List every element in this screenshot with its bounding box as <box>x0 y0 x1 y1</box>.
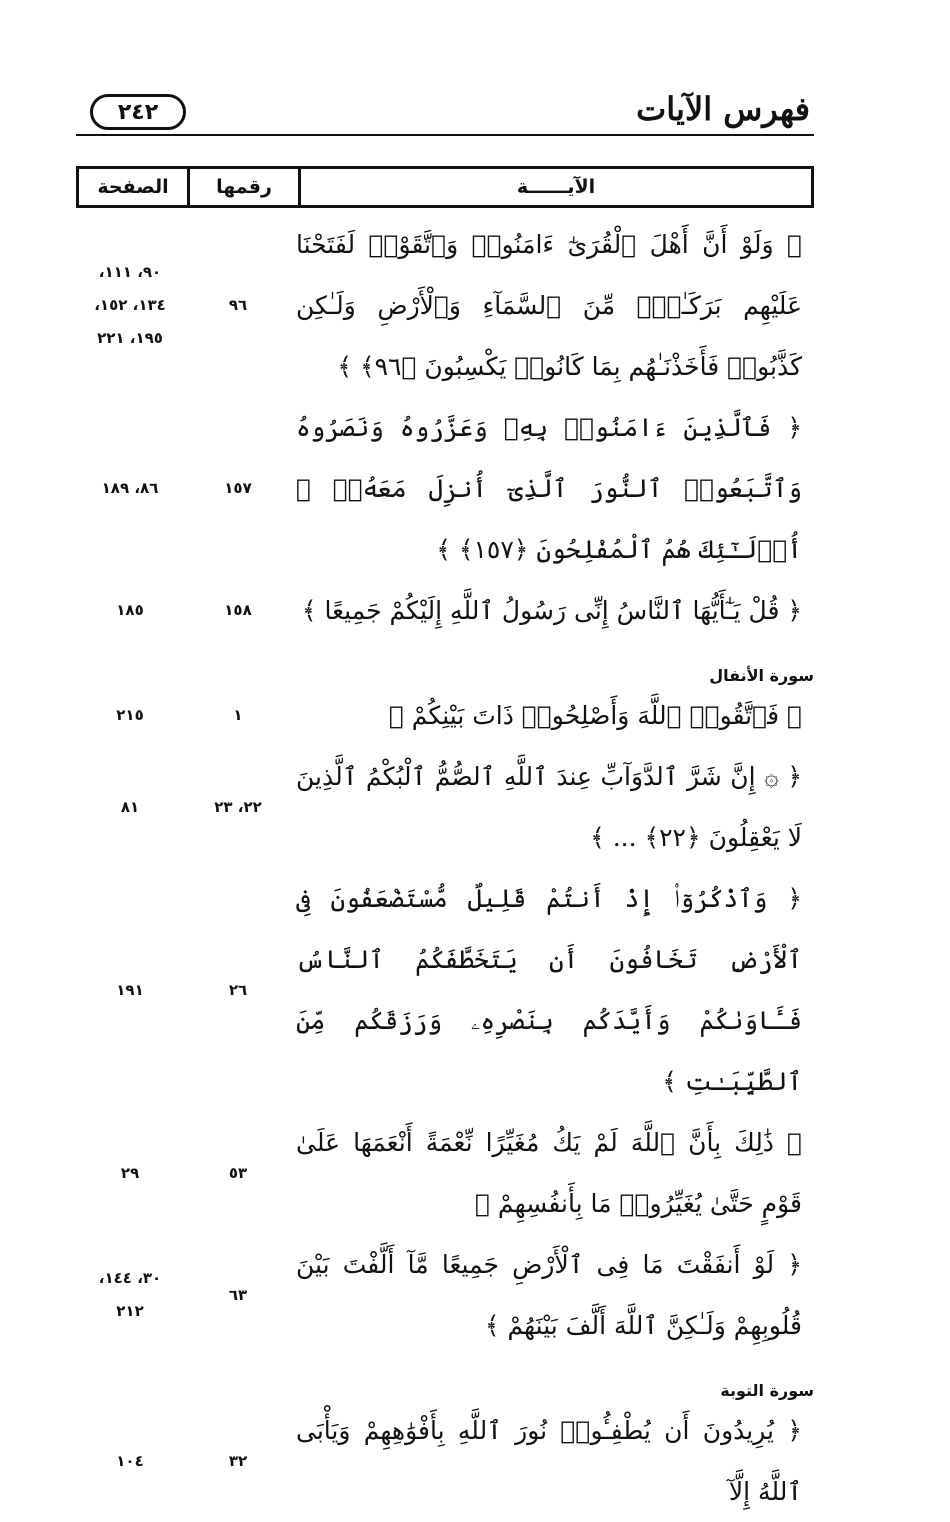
verse-text: ﴿ ذَٰلِكَ بِأَنَّ ٱللَّهَ لَمْ يَكُ مُغَيِّرًا نِّعْمَةً أَنْعَمَهَا عَلَىٰ قَوْمٍ حَتَّىٰ يُغَيِّرُوا۟ مَا بِأَنفُسِهِمْ ﴾ <box>296 1128 802 1218</box>
verse-text: ﴿ ۞ إِنَّ شَرَّ ٱلدَّوَآبِّ عِندَ ٱللَّهِ ٱلصُّمُّ ٱلْبُكْمُ ٱلَّذِينَ لَا يَعْقِلُونَ ﴿٢٢﴾ ... ﴾ <box>296 762 802 852</box>
verse-text: ﴿ وَٱذْكُرُوٓا۟ إِذْ أَنتُمْ قَلِيلٌ مُّسْتَضْعَفُونَ فِى ٱلْأَرْضِ تَخَافُونَ أَن يَتَخَطَّفَكُمُ ٱلنَّاسُ فَـَٔاوَىٰكُمْ وَأَيَّدَكُم بِنَصْرِهِۦ وَرَزَقَكُم مِّنَ ٱلطَّيِّبَـٰتِ ﴾ <box>296 884 802 1096</box>
page-references: ٢٩ <box>120 1163 140 1182</box>
page-references: ٨١ <box>120 797 140 816</box>
table-row <box>76 397 814 580</box>
verse-number: ١٥٨ <box>224 601 252 619</box>
verse-number: ٢٢، ٢٣ <box>214 797 262 816</box>
page-references: ١٠٤ <box>116 1451 144 1470</box>
table-row <box>76 746 814 868</box>
column-header-number: رقمها <box>190 169 301 205</box>
page-references: ٨٦، ١٨٩ <box>101 479 159 497</box>
verse-number: ٦٣ <box>228 1285 248 1304</box>
verse-number: ٥٣ <box>228 1163 248 1182</box>
column-header-page: الصفحة <box>79 169 190 205</box>
verse-number: ١٥٧ <box>224 479 252 497</box>
verse-number: ١ <box>233 706 243 724</box>
page-number-badge: ٢٤٢ <box>90 94 186 130</box>
sura-heading: سورة الأنفال <box>709 666 814 685</box>
verse-text: ﴿ قُلْ يَـٰٓأَيُّهَا ٱلنَّاسُ إِنِّى رَسُولُ ٱللَّهِ إِلَيْكُمْ جَمِيعًا ﴾ <box>301 596 802 625</box>
table-row <box>76 685 814 746</box>
verse-text: ﴿ لَوْ أَنفَقْتَ مَا فِى ٱلْأَرْضِ جَمِيعًا مَّآ أَلَّفْتَ بَيْنَ قُلُوبِهِمْ وَلَـٰكِنَّ ٱللَّهَ أَلَّفَ بَيْنَهُمْ ﴾ <box>296 1250 802 1340</box>
verse-number: ٢٦ <box>228 980 248 999</box>
table-row <box>76 580 814 641</box>
header-divider <box>76 134 814 136</box>
table-row <box>76 868 814 1112</box>
verse-text: ﴿ وَلَوْ أَنَّ أَهْلَ ٱلْقُرَىٰٓ ءَامَنُوا۟ وَٱتَّقَوْا۟ لَفَتَحْنَا عَلَيْهِم بَرَكَـٰتٍۢ مِّنَ ٱلسَّمَآءِ وَٱلْأَرْضِ وَلَـٰكِن كَذَّبُوا۟ فَأَخَذْنَـٰهُم بِمَا كَانُوا۟ يَكْسِبُونَ ﴿٩٦﴾ ﴾ <box>296 230 802 381</box>
sura-heading: سورة التوبة <box>720 1381 814 1400</box>
verse-text: ﴿ يُرِيدُونَ أَن يُطْفِـُٔوا۟ نُورَ ٱللَّهِ بِأَفْوَٰهِهِمْ وَيَأْبَى ٱللَّهُ إِلَّآ <box>296 1416 802 1506</box>
page-header <box>76 88 814 136</box>
table-row <box>76 1400 814 1522</box>
table-header <box>76 166 814 208</box>
page-references: ١٨٥ <box>116 601 144 619</box>
table-row <box>76 1234 814 1356</box>
page-title: فهرس الآيات <box>636 90 810 128</box>
column-header-verse: الآيــــــة <box>516 176 596 198</box>
verse-number: ٣٢ <box>228 1451 248 1470</box>
table-row <box>76 1112 814 1234</box>
verse-text: ﴿ فَٱتَّقُوا۟ ٱللَّهَ وَأَصْلِحُوا۟ ذَاتَ بَيْنِكُمْ ﴾ <box>388 701 802 730</box>
page-references: ٣٠، ١٤٤، ٢١٢ <box>98 1269 162 1320</box>
verse-text: ﴿ فَٱلَّذِينَ ءَامَنُوا۟ بِهِۦ وَعَزَّرُوهُ وَنَصَرُوهُ وَٱتَّبَعُوا۟ ٱلنُّورَ ٱلَّذِىٓ أُنزِلَ مَعَهُۥٓ ۙ أُو۟لَـٰٓئِكَ هُمُ ٱلْمُفْلِحُونَ ﴿١٥٧﴾ ﴾ <box>296 413 802 564</box>
page-references: ١٩١ <box>116 980 144 999</box>
verse-number: ٩٦ <box>228 296 248 314</box>
page-references: ٩٠، ١١١، ١٣٤، ١٥٢، ١٩٥، ٢٢١ <box>94 263 166 347</box>
table-row <box>76 214 814 397</box>
page-references: ٢١٥ <box>116 706 144 724</box>
verse-index-list <box>76 214 814 1522</box>
